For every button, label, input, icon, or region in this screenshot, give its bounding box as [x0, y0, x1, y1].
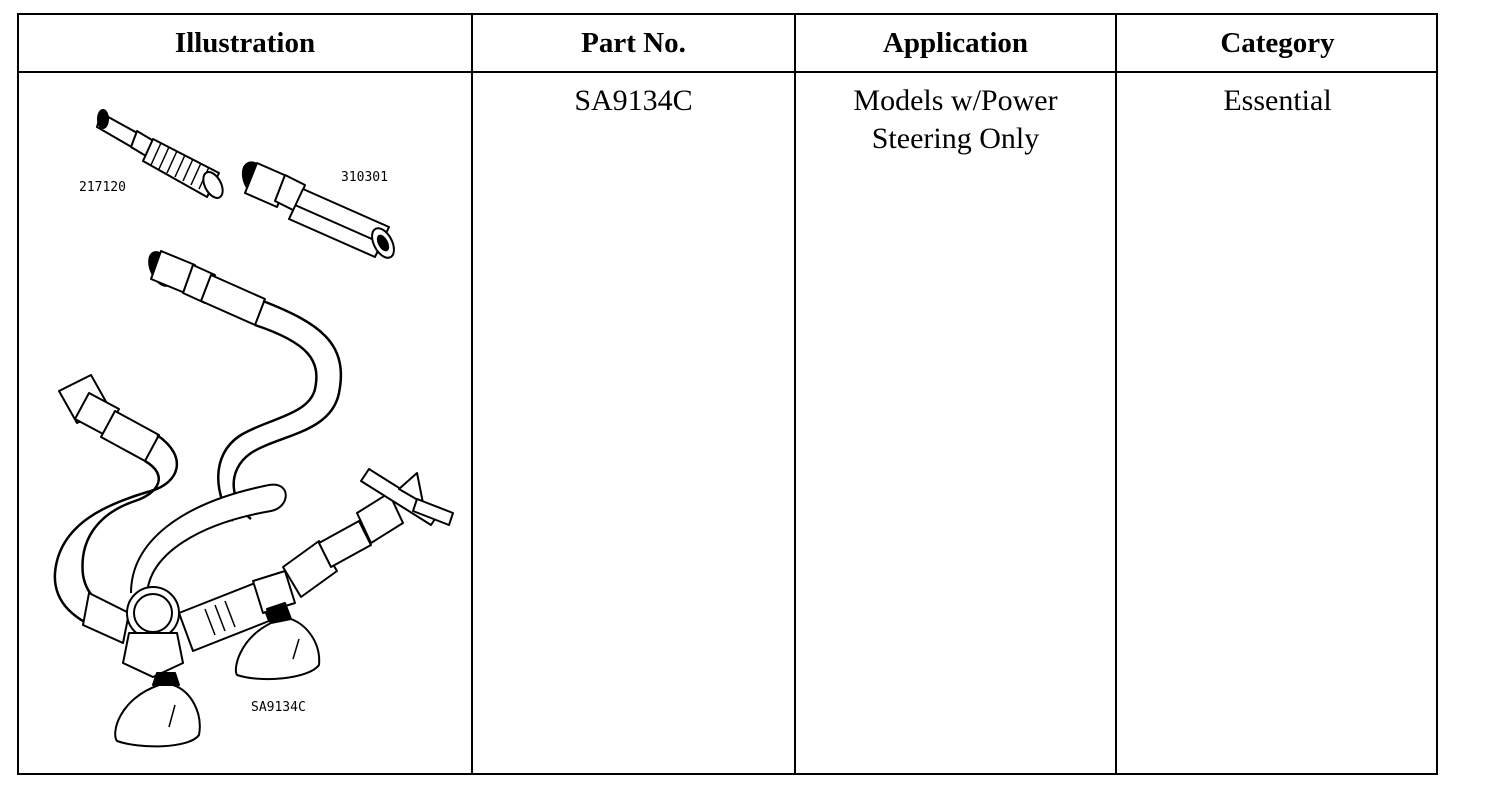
tool-illustration — [19, 73, 471, 773]
part-no-column — [471, 15, 794, 773]
category-value: Essential — [1223, 84, 1332, 117]
part-no-value: SA9134C — [574, 84, 693, 117]
category-cell — [1117, 73, 1438, 120]
callout-sa9134c: SA9134C — [251, 700, 306, 715]
header-illustration: Illustration — [19, 15, 471, 73]
category-column — [1115, 15, 1438, 773]
application-column — [794, 15, 1115, 773]
header-category: Category — [1117, 15, 1438, 73]
application-line-2: Steering Only — [871, 122, 1040, 155]
callout-217120: 217120 — [79, 180, 126, 195]
tool-table — [17, 13, 1438, 775]
callout-310301: 310301 — [341, 170, 388, 185]
application-cell — [796, 73, 1115, 158]
application-line-1: Models w/Power — [853, 84, 1058, 117]
header-application: Application — [796, 15, 1115, 73]
pressure-gauge-kit-drawing — [19, 73, 471, 773]
header-part-no: Part No. — [473, 15, 794, 73]
upper-hose-drawing — [144, 248, 341, 521]
part-no-cell — [473, 73, 794, 120]
illustration-column — [19, 15, 471, 773]
